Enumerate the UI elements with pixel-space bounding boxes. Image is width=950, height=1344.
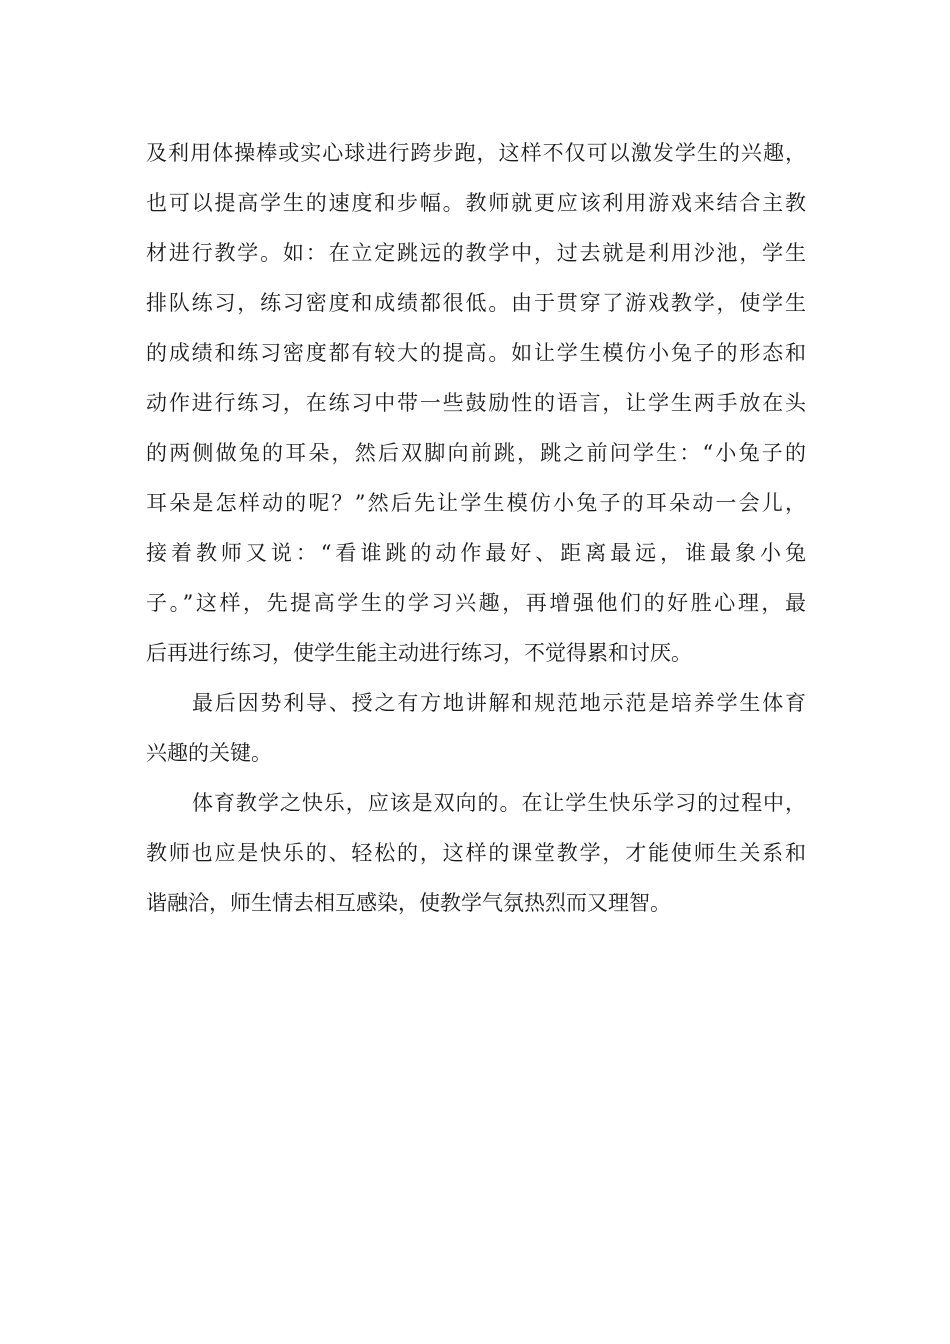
text-line: 教师也应是快乐的、轻松的，这样的课堂教学，才能使师生关系和	[146, 841, 806, 865]
text-line: 最后因势利导、授之有方地讲解和规范地示范是培养学生体育	[192, 691, 806, 715]
text-line: 后再进行练习，使学生能主动进行练习，不觉得累和讨厌。	[146, 641, 692, 665]
document-body	[146, 128, 806, 928]
paragraph-1	[146, 128, 806, 678]
text-line: 子。”这样，先提高学生的学习兴趣，再增强他们的好胜心理，最	[146, 591, 806, 615]
paragraph-3	[146, 778, 806, 928]
text-line: 及利用体操棒或实心球进行跨步跑，这样不仅可以激发学生的兴趣，	[146, 141, 806, 165]
paragraph-2	[146, 678, 806, 778]
text-line: 材进行教学。如：在立定跳远的教学中，过去就是利用沙池，学生	[146, 241, 806, 265]
text-line: 动作进行练习，在练习中带一些鼓励性的语言，让学生两手放在头	[146, 391, 806, 415]
text-line: 接着教师又说：“看谁跳的动作最好、距离最远，谁最象小兔	[146, 541, 806, 565]
text-line: 的两侧做兔的耳朵，然后双脚向前跳，跳之前问学生：“小兔子的	[146, 441, 806, 465]
text-line: 的成绩和练习密度都有较大的提高。如让学生模仿小兔子的形态和	[146, 341, 806, 365]
text-line: 耳朵是怎样动的呢？”然后先让学生模仿小兔子的耳朵动一会儿，	[146, 491, 806, 515]
text-line: 兴趣的关键。	[146, 741, 272, 765]
text-line: 排队练习，练习密度和成绩都很低。由于贯穿了游戏教学，使学生	[146, 291, 806, 315]
text-line: 谐融洽，师生情去相互感染，使教学气氛热烈而又理智。	[146, 891, 671, 915]
text-line: 也可以提高学生的速度和步幅。教师就更应该利用游戏来结合主教	[146, 191, 806, 215]
text-line: 体育教学之快乐，应该是双向的。在让学生快乐学习的过程中，	[192, 791, 806, 815]
